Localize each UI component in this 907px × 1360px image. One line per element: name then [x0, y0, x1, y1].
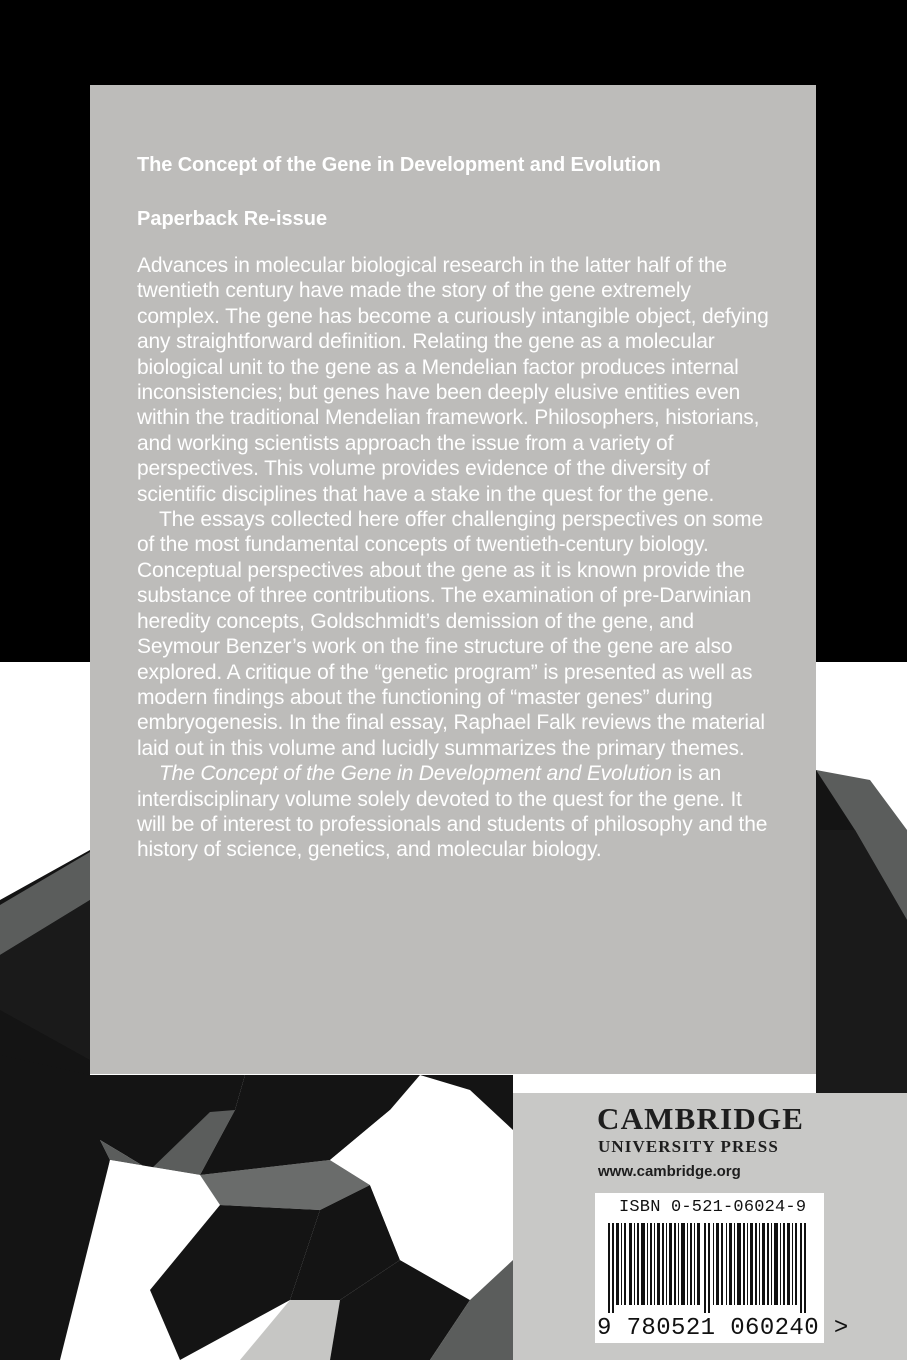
blurb-title-italic: The Concept of the Gene in Development and Evolution [159, 762, 672, 786]
publisher-panel [513, 1093, 907, 1360]
blurb-paragraph-1: Advances in molecular biological research in the latter half of the twentieth century have made the story of the gene extremely complex. The gene has become a curiously intangible object, defying any straightforward definition. Relating the gene as a molecular biological unit to the gene as a Mendelian factor produces internal inconsistencies; but genes have been deeply elusive entities even within the traditional Mendelian framework. Philosophers, historians, and working scientists approach the issue from a variety of perspectives. This volume provides evidence of the diversity of scientific disciplines that have a stake in the quest for the gene. [137, 254, 769, 506]
barcode-icon [608, 1223, 811, 1313]
publisher-logo: CAMBRIDGE [597, 1101, 805, 1136]
blurb [137, 253, 776, 863]
blurb-paragraph-2: The essays collected here offer challenging perspectives on some of the most fundamental concepts of twentieth-century biology. Conceptual perspectives about the gene as it is known provide the substance of three contributions. The examination of pre-Darwinian heredity concepts, Goldschmidt’s demission of the gene, and Seymour Benzer’s work on the fine structure of the gene are also explored. A critique of the “genetic program” is presented as well as modern findings about the functioning of “master genes” during embryogenesis. In the final essay, Raphael Falk reviews the material laid out in this volume and lucidly summarizes the primary themes. [137, 508, 765, 760]
blurb-paragraph-3-text: is an interdisciplinary volume solely devoted to the quest for the gene. It will be of interest to professionals and students of philosophy and the history of science, genetics, and molecular biology. [137, 762, 768, 862]
publisher-logo-subline: UNIVERSITY PRESS [598, 1137, 779, 1156]
publisher-website: www.cambridge.org [598, 1163, 741, 1180]
edition-label: Paperback Re-issue [137, 208, 328, 230]
blurb-paragraph-3 [137, 761, 776, 863]
book-title: The Concept of the Gene in Development and Evolution [137, 154, 661, 176]
barcode-box [595, 1193, 849, 1343]
isbn-label: ISBN 0-521-06024-9 [619, 1198, 807, 1217]
ean-digits: 9 780521 060240 > [597, 1315, 849, 1342]
description-panel [90, 85, 816, 1074]
